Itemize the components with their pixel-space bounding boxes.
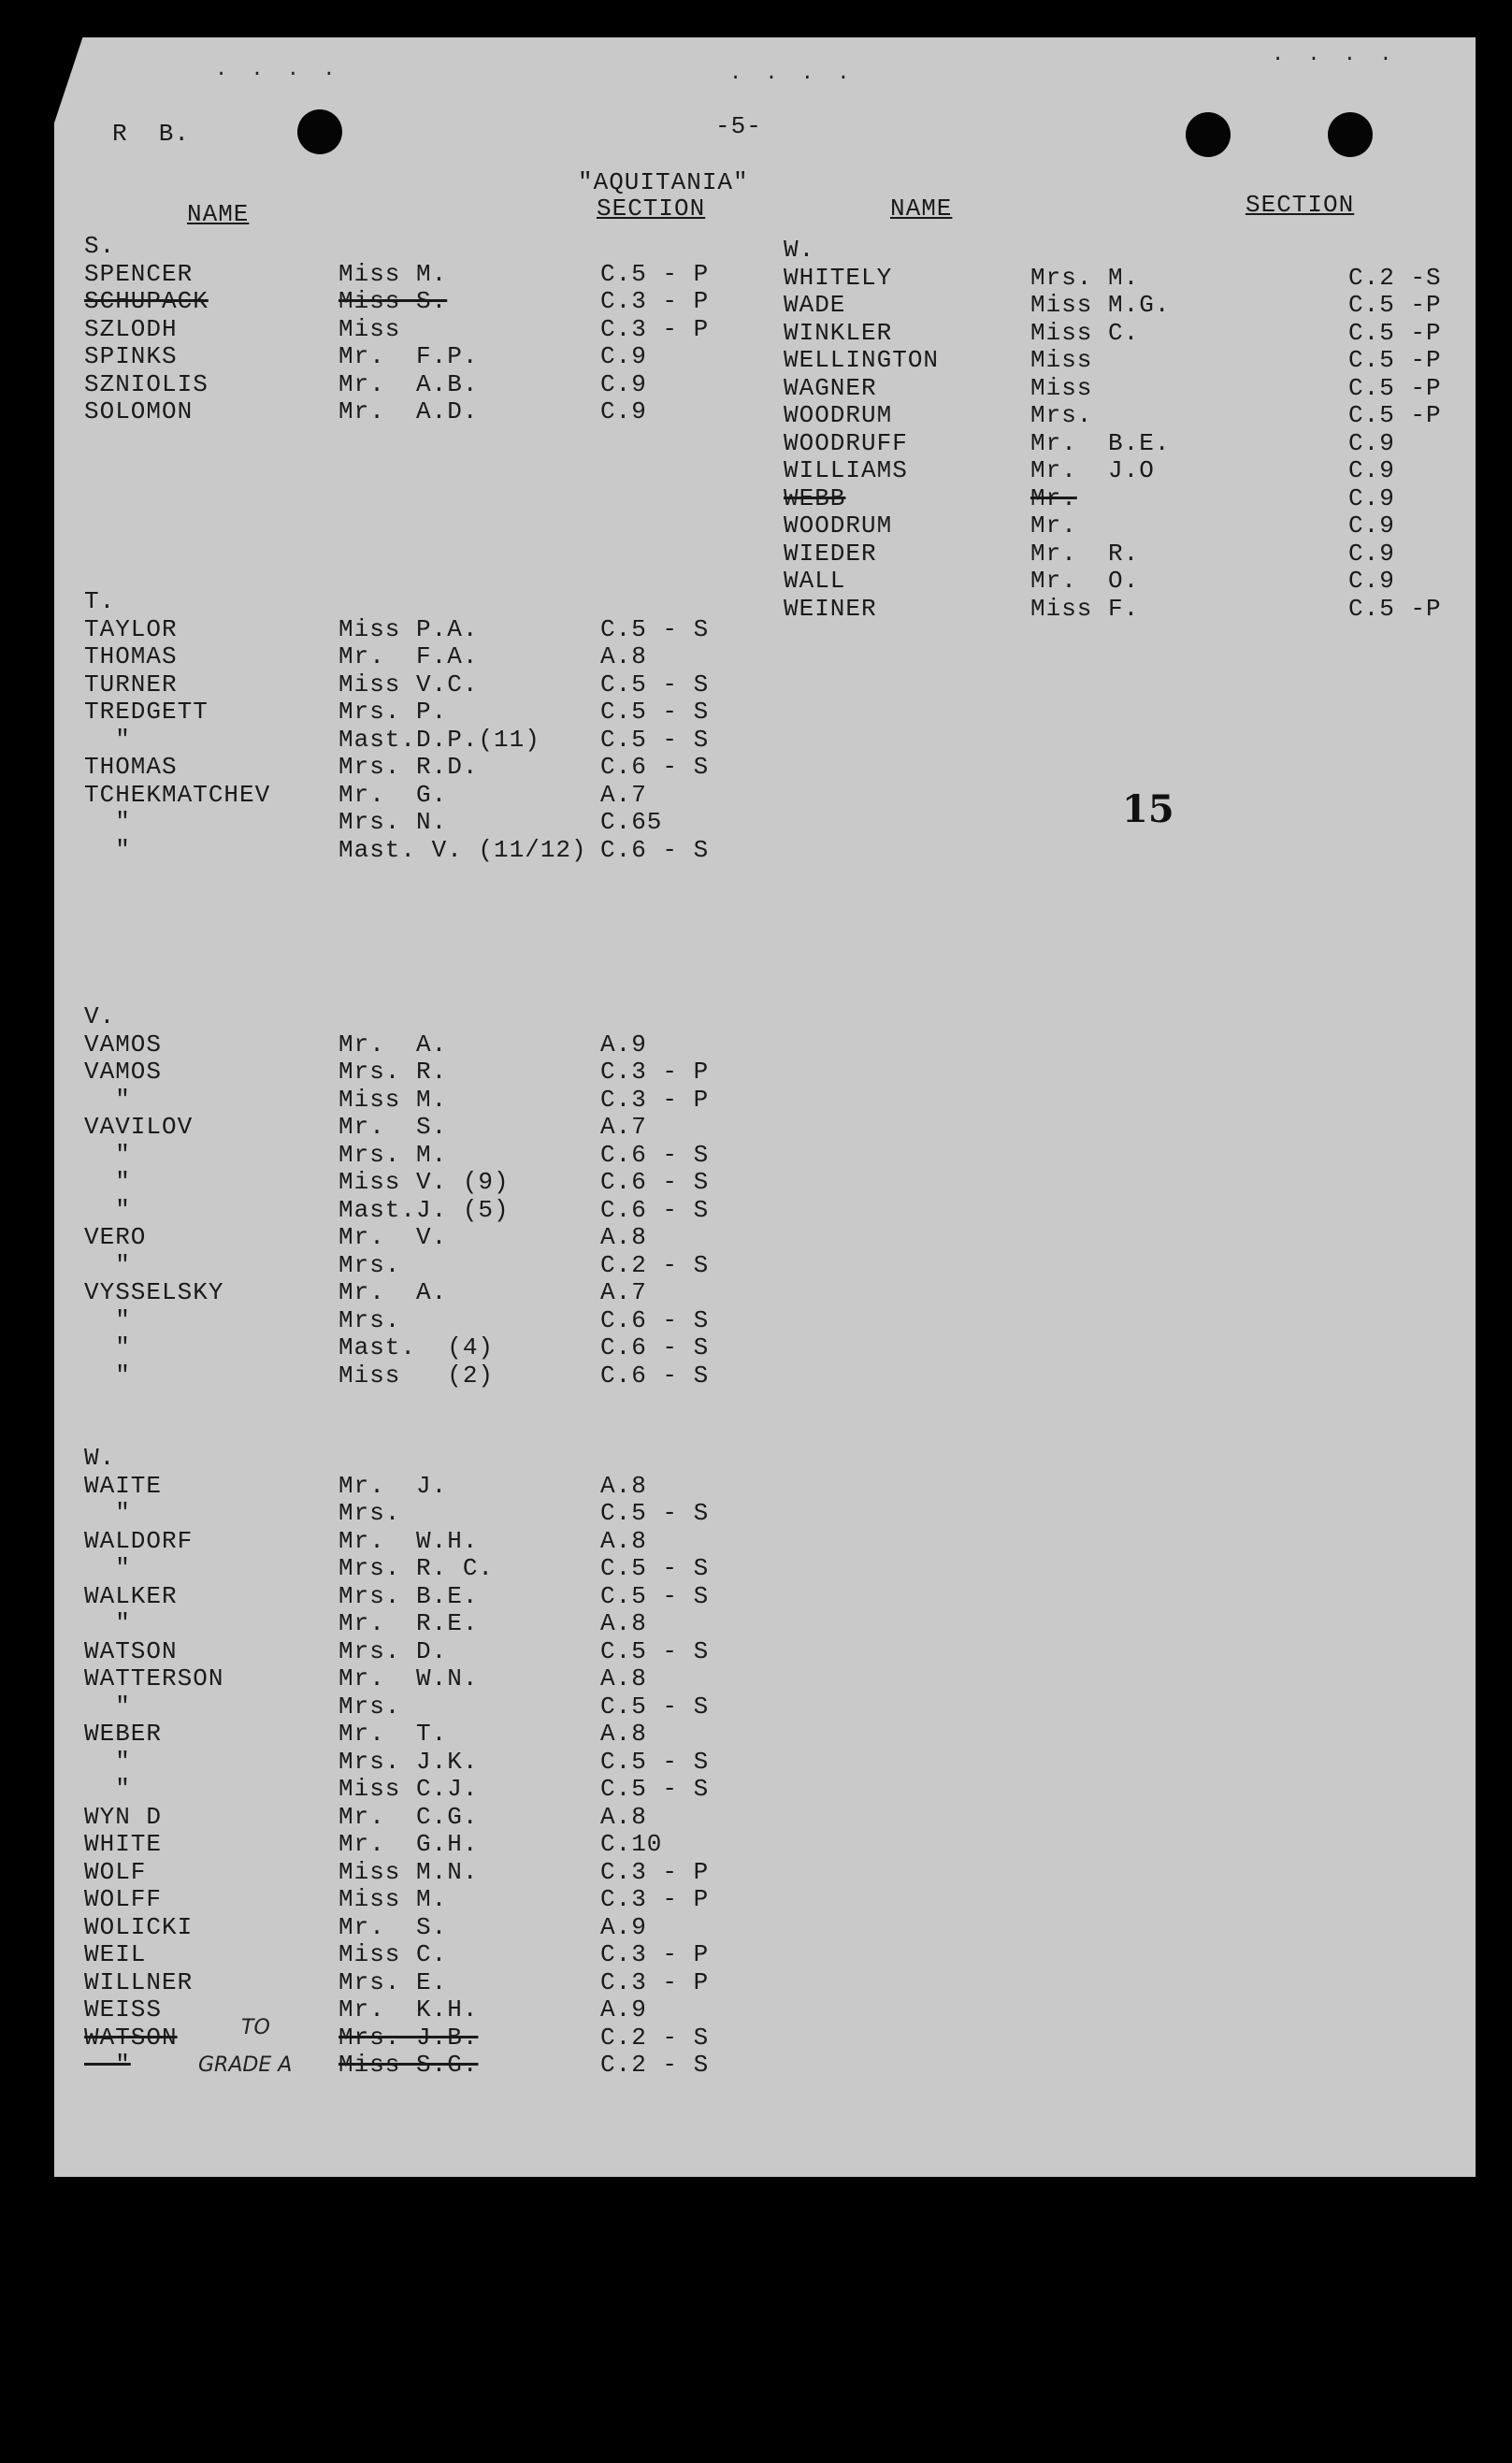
passenger-section: A.9 — [600, 1030, 647, 1059]
passenger-section: C.2 - S — [600, 2051, 710, 2079]
passenger-title: Mr. G. — [338, 780, 448, 809]
punch-hole-left — [297, 109, 342, 154]
passenger-name: SPENCER — [84, 259, 194, 288]
passenger-title: Mrs. R.D. — [338, 753, 479, 781]
passenger-title: Mr. W.N. — [338, 1664, 479, 1692]
passenger-name: VYSSELSKY — [84, 1278, 224, 1306]
passenger-title: Mr. — [1030, 511, 1077, 540]
passenger-title: Miss M.N. — [338, 1857, 479, 1886]
passenger-name: WOODRUM — [784, 511, 893, 540]
passenger-name: " — [84, 1085, 131, 1114]
passenger-section: A.8 — [600, 1609, 647, 1637]
passenger-section: C.5 - P — [600, 259, 710, 288]
passenger-title: Mr. S. — [338, 1912, 448, 1941]
passenger-name: VAVILOV — [84, 1113, 194, 1141]
passenger-title: Miss (2) — [338, 1361, 495, 1390]
passenger-section: A.8 — [600, 642, 647, 670]
passenger-title: Mrs. P. — [338, 698, 448, 726]
passenger-section: C.5 -P — [1348, 373, 1442, 402]
passenger-section: C.5 - S — [600, 725, 710, 754]
passenger-section: C.6 - S — [600, 1361, 710, 1390]
passenger-section: C.2 -S — [1348, 263, 1442, 292]
passenger-section: C.6 - S — [600, 835, 710, 864]
passenger-name: WOODRUM — [784, 401, 893, 429]
left-name-header: NAME — [187, 200, 250, 228]
passenger-section: A.8 — [600, 1223, 647, 1251]
handwritten-grade: GRADE A — [198, 2053, 293, 2077]
passenger-title: Miss C. — [1030, 318, 1140, 347]
passenger-name: SPINKS — [84, 342, 178, 370]
passenger-title: Mr. A. — [338, 1278, 448, 1306]
page-edge-marks: . . . . — [215, 58, 341, 81]
passenger-name: " — [84, 1250, 131, 1279]
passenger-name: WYN D — [84, 1802, 163, 1831]
passenger-section: C.9 — [1348, 539, 1395, 568]
passenger-section: C.9 — [600, 397, 647, 425]
passenger-section: C.6 - S — [600, 1168, 710, 1196]
passenger-name: WINKLER — [784, 318, 893, 347]
passenger-name: SCHUPACK — [84, 287, 209, 315]
passenger-title: Mr. R. — [1030, 539, 1140, 568]
passenger-name: TCHEKMATCHEV — [84, 780, 271, 809]
passenger-name: WOODRUFF — [784, 428, 908, 457]
passenger-name: TURNER — [84, 670, 178, 699]
group-letter: W. — [784, 236, 815, 264]
passenger-name: TAYLOR — [84, 614, 178, 643]
passenger-section: C.5 - S — [600, 1581, 710, 1610]
passenger-title: Mrs. — [338, 1250, 401, 1279]
passenger-title: Mr. A.B. — [338, 369, 479, 398]
passenger-section: A.9 — [600, 1995, 647, 2024]
passenger-name: " — [84, 1747, 131, 1776]
passenger-section: C.3 - P — [600, 1857, 710, 1886]
passenger-name: THOMAS — [84, 753, 178, 781]
passenger-title: Mrs. J.B. — [338, 2023, 479, 2052]
passenger-title: Mrs. J.K. — [338, 1747, 479, 1776]
passenger-title: Mr. B.E. — [1030, 428, 1171, 457]
passenger-name: WILLNER — [84, 1967, 194, 1996]
passenger-name: SZLODH — [84, 314, 178, 343]
passenger-section: C.5 - S — [600, 1775, 710, 1803]
left-section-header: SECTION — [597, 194, 706, 223]
passenger-name: " — [84, 808, 131, 836]
passenger-title: Mrs. — [338, 1305, 401, 1334]
passenger-name: VERO — [84, 1223, 147, 1251]
passenger-section: C.5 - S — [600, 1499, 710, 1527]
passenger-name: WOLICKI — [84, 1912, 194, 1941]
passenger-title: Mr. R.E. — [338, 1609, 479, 1637]
page-edge-marks-3: . . . . — [1272, 43, 1398, 66]
passenger-name: " — [84, 835, 131, 864]
passenger-name: WALDORF — [84, 1526, 194, 1555]
passenger-title: Mrs. R. C. — [338, 1554, 495, 1582]
passenger-name: WADE — [784, 291, 846, 319]
passenger-name: WIEDER — [784, 539, 877, 568]
passenger-section: C.3 - P — [600, 1967, 710, 1996]
passenger-name: WALL — [784, 567, 846, 595]
passenger-title: Mr. T. — [338, 1720, 448, 1748]
passenger-title: Miss F. — [1030, 594, 1140, 623]
passenger-section: C.65 — [600, 808, 663, 836]
passenger-section: A.9 — [600, 1912, 647, 1941]
passenger-title: Mr. F.P. — [338, 342, 479, 370]
passenger-name: " — [84, 2051, 131, 2079]
passenger-title: Mast. V. (11/12) — [338, 835, 587, 864]
passenger-section: C.6 - S — [600, 1140, 710, 1169]
passenger-title: Miss M. — [338, 259, 448, 288]
passenger-title: Miss V. (9) — [338, 1168, 510, 1196]
passenger-name: WALKER — [84, 1581, 178, 1610]
passenger-name: WATSON — [84, 2023, 178, 2052]
passenger-name: WATTERSON — [84, 1664, 224, 1692]
passenger-section: C.5 -P — [1348, 401, 1442, 429]
passenger-title: Mrs. E. — [338, 1967, 448, 1996]
passenger-section: C.3 - P — [600, 1058, 710, 1086]
passenger-title: Miss S.G. — [338, 2051, 479, 2079]
passenger-name: " — [84, 1305, 131, 1334]
passenger-section: C.5 -P — [1348, 291, 1442, 319]
passenger-title: Mrs. R. — [338, 1058, 448, 1086]
passenger-title: Miss S. — [338, 287, 448, 315]
passenger-name: TREDGETT — [84, 698, 209, 726]
passenger-section: C.6 - S — [600, 753, 710, 781]
passenger-title: Mr. K.H. — [338, 1995, 479, 2024]
group-letter: W. — [84, 1444, 116, 1472]
passenger-name: " — [84, 1168, 131, 1196]
group-letter: T. — [84, 587, 116, 615]
passenger-title: Mr. S. — [338, 1113, 448, 1141]
passenger-title: Mrs. N. — [338, 808, 448, 836]
passenger-section: C.3 - P — [600, 287, 710, 315]
passenger-section: C.9 — [1348, 483, 1395, 512]
handwritten-to: TO — [241, 2016, 270, 2039]
passenger-section: A.8 — [600, 1471, 647, 1500]
passenger-title: Mr. W.H. — [338, 1526, 479, 1555]
passenger-title: Miss V.C. — [338, 670, 479, 699]
passenger-section: C.9 — [1348, 511, 1395, 540]
passenger-section: A.7 — [600, 1113, 647, 1141]
passenger-title: Mr. J.O — [1030, 456, 1155, 484]
passenger-title: Mrs. B.E. — [338, 1581, 479, 1610]
passenger-section: C.5 - S — [600, 698, 710, 726]
group-letter: S. — [84, 232, 116, 260]
passenger-name: " — [84, 1499, 131, 1527]
passenger-title: Mr. A.D. — [338, 397, 479, 425]
passenger-section: C.3 - P — [600, 1940, 710, 1968]
passenger-section: C.5 - S — [600, 614, 710, 643]
passenger-title: Miss — [338, 314, 401, 343]
passenger-title: Mr. A. — [338, 1030, 448, 1059]
passenger-title: Miss C. — [338, 1940, 448, 1968]
passenger-section: C.2 - S — [600, 2023, 710, 2052]
passenger-section: A.8 — [600, 1802, 647, 1831]
passenger-title: Miss C.J. — [338, 1775, 479, 1803]
passenger-name: WEIL — [84, 1940, 147, 1968]
passenger-section: C.6 - S — [600, 1333, 710, 1361]
passenger-title: Mr. — [1030, 483, 1077, 512]
passenger-section: C.5 - S — [600, 670, 710, 699]
passenger-name: WEINER — [784, 594, 877, 623]
passenger-section: C.2 - S — [600, 1250, 710, 1279]
group-letter: V. — [84, 1002, 116, 1030]
punch-hole-right-1 — [1186, 112, 1231, 157]
passenger-title: Mrs. — [338, 1499, 401, 1527]
passenger-title: Mast. (4) — [338, 1333, 495, 1361]
passenger-title: Mrs. D. — [338, 1636, 448, 1665]
right-section-header: SECTION — [1246, 191, 1355, 219]
passenger-section: A.8 — [600, 1526, 647, 1555]
passenger-name: WOLFF — [84, 1885, 163, 1913]
passenger-title: Miss M. — [338, 1885, 448, 1913]
passenger-name: WEBB — [784, 483, 846, 512]
passenger-title: Miss M.G. — [1030, 291, 1171, 319]
passenger-name: SOLOMON — [84, 397, 194, 425]
passenger-section: C.5 -P — [1348, 594, 1442, 623]
passenger-name: " — [84, 1361, 131, 1390]
passenger-title: Mrs. M. — [338, 1140, 448, 1169]
passenger-section: C.5 -P — [1348, 346, 1442, 374]
passenger-title: Mast.D.P.(11) — [338, 725, 540, 754]
passenger-name: " — [84, 1140, 131, 1169]
passenger-section: C.10 — [600, 1830, 663, 1858]
passenger-section: C.9 — [600, 369, 647, 398]
passenger-section: A.7 — [600, 1278, 647, 1306]
passenger-name: WEISS — [84, 1995, 163, 2024]
passenger-name: " — [84, 725, 131, 754]
passenger-name: WAITE — [84, 1471, 163, 1500]
passenger-section: C.6 - S — [600, 1305, 710, 1334]
passenger-name: WHITELY — [784, 263, 893, 292]
document-page — [54, 37, 1476, 2177]
passenger-name: VAMOS — [84, 1030, 163, 1059]
passenger-name: WOLF — [84, 1857, 147, 1886]
header-fragment: R B. — [112, 120, 191, 148]
passenger-name: THOMAS — [84, 642, 178, 670]
passenger-title: Mrs. M. — [1030, 263, 1140, 292]
passenger-section: C.9 — [1348, 428, 1395, 457]
passenger-title: Mrs. — [338, 1692, 401, 1721]
passenger-name: WEBER — [84, 1720, 163, 1748]
page-edge-marks-2: . . . . — [729, 62, 856, 85]
passenger-name: " — [84, 1775, 131, 1803]
passenger-name: WAGNER — [784, 373, 877, 402]
passenger-section: C.5 - S — [600, 1554, 710, 1582]
punch-hole-right-2 — [1328, 112, 1373, 157]
passenger-section: C.9 — [1348, 456, 1395, 484]
passenger-title: Mr. J. — [338, 1471, 448, 1500]
passenger-section: C.5 - S — [600, 1692, 710, 1721]
passenger-title: Mr. G.H. — [338, 1830, 479, 1858]
passenger-section: C.3 - P — [600, 1085, 710, 1114]
passenger-section: A.7 — [600, 780, 647, 809]
passenger-name: WILLIAMS — [784, 456, 908, 484]
passenger-name: " — [84, 1609, 131, 1637]
passenger-title: Mr. V. — [338, 1223, 448, 1251]
passenger-name: WATSON — [84, 1636, 178, 1665]
passenger-name: SZNIOLIS — [84, 369, 209, 398]
passenger-name: WELLINGTON — [784, 346, 940, 374]
passenger-title: Miss — [1030, 373, 1093, 402]
passenger-name: " — [84, 1195, 131, 1224]
right-name-header: NAME — [890, 194, 953, 223]
passenger-section: C.5 -P — [1348, 318, 1442, 347]
passenger-title: Mr. F.A. — [338, 642, 479, 670]
passenger-title: Miss M. — [338, 1085, 448, 1114]
passenger-title: Miss P.A. — [338, 614, 479, 643]
passenger-section: A.8 — [600, 1720, 647, 1748]
passenger-section: C.9 — [1348, 567, 1395, 595]
passenger-title: Mast.J. (5) — [338, 1195, 510, 1224]
passenger-name: " — [84, 1554, 131, 1582]
passenger-name: VAMOS — [84, 1058, 163, 1086]
ship-name: "AQUITANIA" — [578, 168, 749, 196]
passenger-name: " — [84, 1692, 131, 1721]
passenger-section: C.5 - S — [600, 1636, 710, 1665]
passenger-title: Mr. O. — [1030, 567, 1140, 595]
passenger-title: Mrs. — [1030, 401, 1093, 429]
page-number: -5- — [715, 112, 762, 140]
passenger-section: C.5 - S — [600, 1747, 710, 1776]
passenger-name: " — [84, 1333, 131, 1361]
passenger-section: C.3 - P — [600, 1885, 710, 1913]
passenger-title: Mr. C.G. — [338, 1802, 479, 1831]
passenger-section: C.3 - P — [600, 314, 710, 343]
page-total: 15 — [1122, 787, 1174, 831]
passenger-section: C.9 — [600, 342, 647, 370]
passenger-section: A.8 — [600, 1664, 647, 1692]
passenger-section: C.6 - S — [600, 1195, 710, 1224]
passenger-name: WHITE — [84, 1830, 163, 1858]
passenger-title: Miss — [1030, 346, 1093, 374]
